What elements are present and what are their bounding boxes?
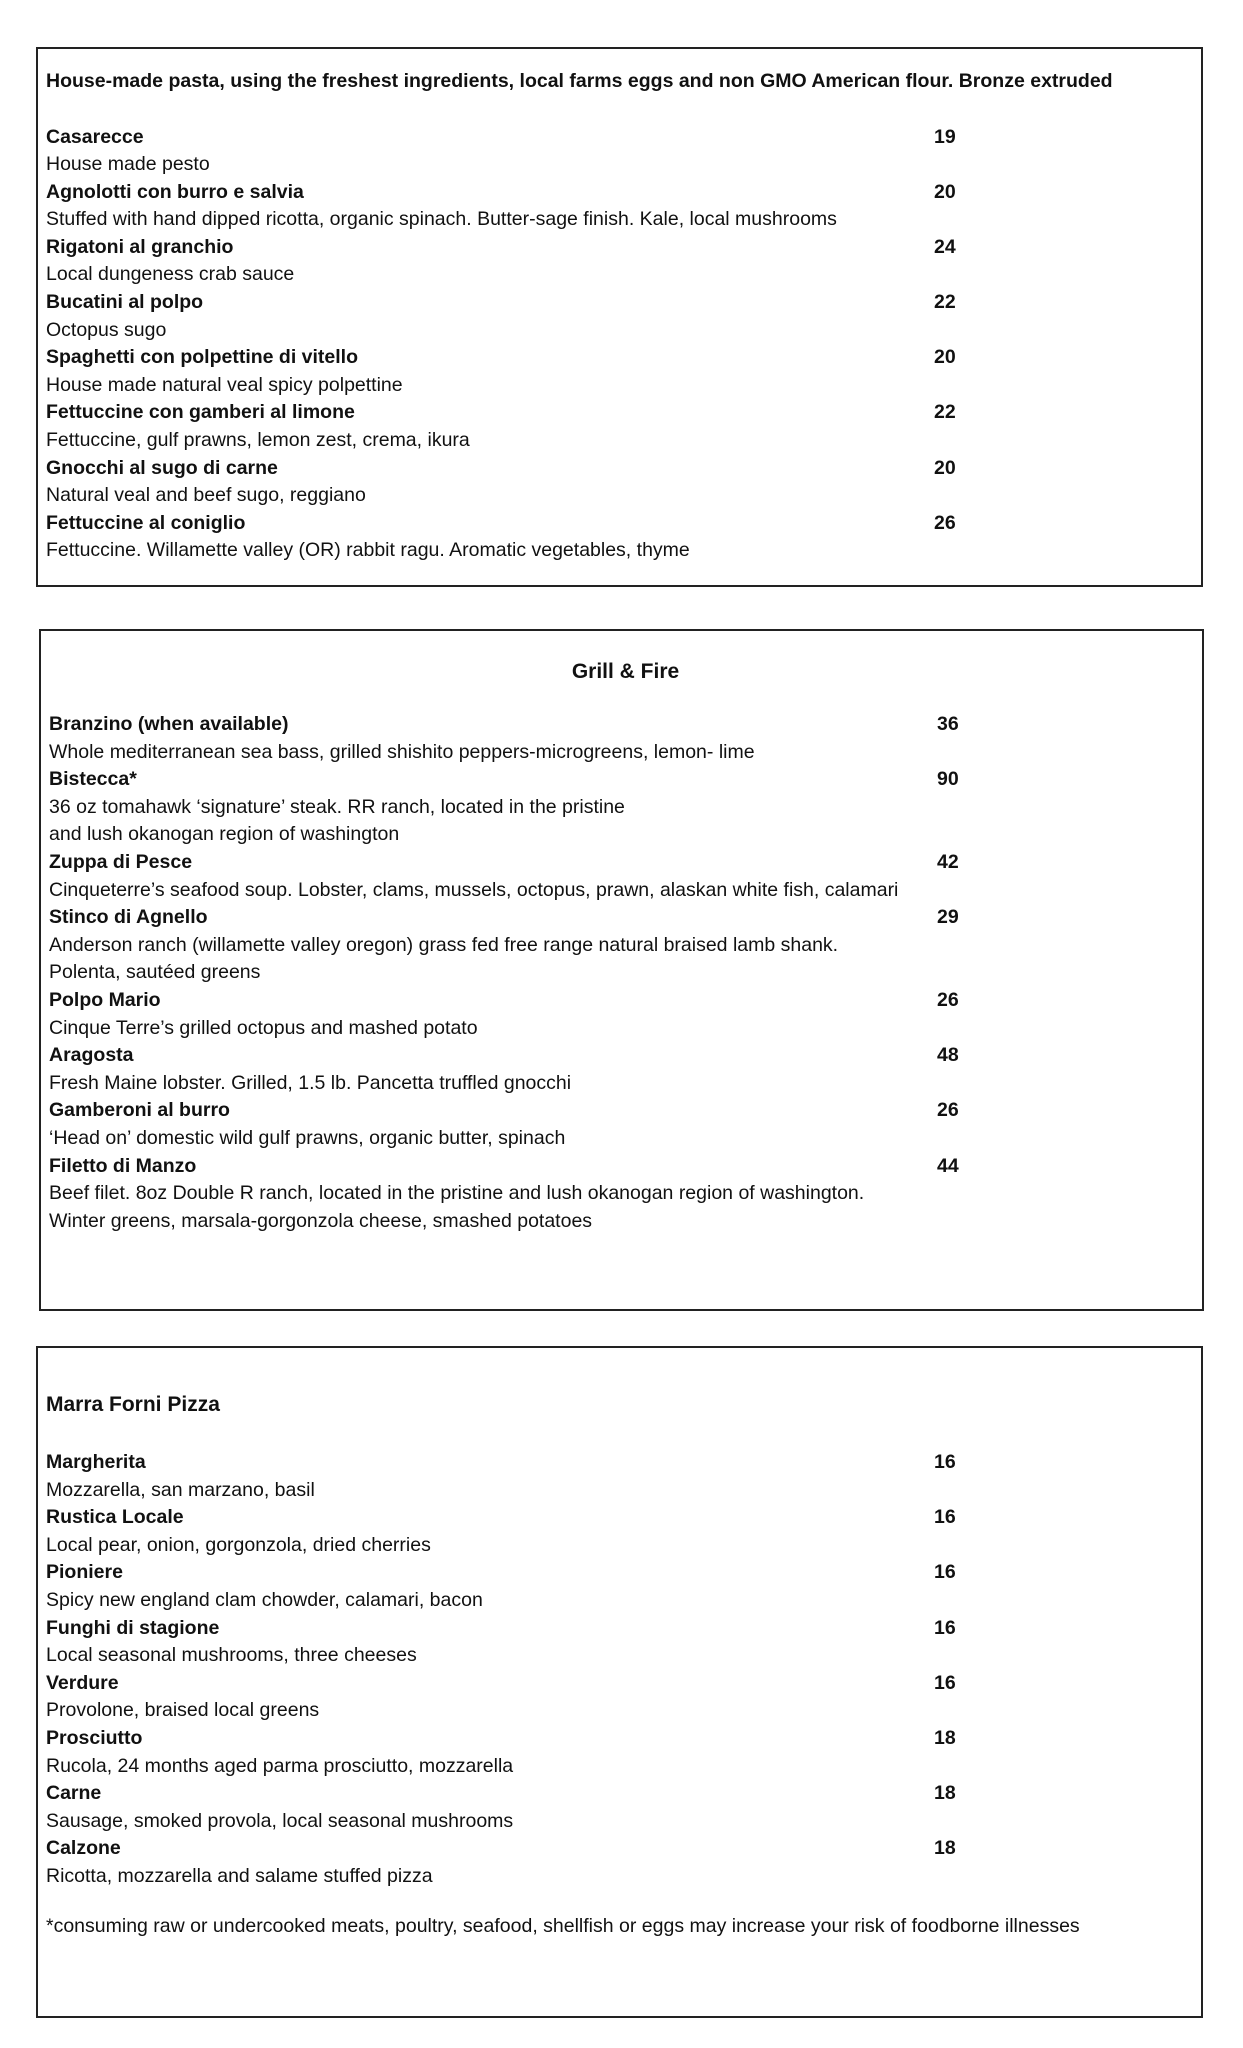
menu-item-name: Gnocchi al sugo di carne [46, 456, 278, 479]
menu-item-name: Bistecca* [49, 768, 137, 791]
menu-item-description: Octopus sugo [46, 318, 167, 341]
menu-item-price: 20 [934, 346, 956, 369]
menu-item [46, 1780, 1201, 1835]
menu-item-price: 42 [937, 850, 959, 873]
menu-item [46, 1449, 1201, 1504]
menu-item-name: Branzino (when available) [49, 713, 289, 735]
menu-item [46, 1670, 1201, 1725]
menu-item-price: 16 [934, 1616, 956, 1639]
menu-item-description: Stuffed with hand dipped ricotta, organic spinach. Butter-sage finish. Kale, local mushrooms [46, 208, 837, 231]
menu-item-price: 24 [934, 235, 956, 258]
menu-item [49, 987, 1202, 1042]
menu-item-description: Natural veal and beef sugo, reggiano [46, 484, 366, 507]
menu-item [46, 124, 1201, 179]
menu-item [49, 1153, 1202, 1236]
grill-section [39, 629, 1204, 1311]
menu-item [49, 904, 1202, 987]
menu-item [46, 179, 1201, 234]
menu-item-name: Agnolotti con burro e salvia [46, 180, 304, 203]
menu-item [46, 510, 1201, 565]
menu-item-description: Polenta, sautéed greens [49, 961, 261, 984]
menu-item [46, 455, 1201, 510]
menu-item-name: Margherita [46, 1451, 146, 1473]
menu-item-name: Calzone [46, 1837, 121, 1860]
menu-item-description: Ricotta, mozzarella and salame stuffed pizza [46, 1864, 433, 1887]
menu-item-description: Local pear, onion, gorgonzola, dried cherries [46, 1533, 431, 1556]
menu-item-name: Fettuccine con gamberi al limone [46, 401, 355, 424]
foodborne-illness-note: *consuming raw or undercooked meats, poultry, seafood, shellfish or eggs may increase your risk of foodborne illnesses [46, 1914, 1080, 1937]
menu-item [49, 849, 1202, 904]
menu-item-price: 26 [934, 511, 956, 534]
menu-item-price: 18 [934, 1726, 956, 1749]
pizza-section-title: Marra Forni Pizza [46, 1393, 220, 1416]
menu-item-name: Fettuccine al coniglio [46, 511, 246, 534]
menu-item [46, 1835, 1201, 1890]
menu-item-price: 22 [934, 291, 956, 314]
menu-item-price: 26 [937, 988, 959, 1011]
menu-item-description: Cinqueterre’s seafood soup. Lobster, clams, mussels, octopus, prawn, alaskan white fish, calamari [49, 878, 899, 901]
menu-item-description: Beef filet. 8oz Double R ranch, located in the pristine and lush okanogan region of washington. [49, 1182, 865, 1205]
menu-item-description: Fettuccine, gulf prawns, lemon zest, crema, ikura [46, 429, 470, 452]
menu-item-price: 18 [934, 1782, 956, 1805]
menu-item-description: Mozzarella, san marzano, basil [46, 1478, 315, 1501]
menu-item-price: 36 [937, 713, 959, 735]
menu-item-name: Gamberoni al burro [49, 1099, 230, 1122]
menu-item-name: Stinco di Agnello [49, 906, 208, 929]
menu-item [46, 289, 1201, 344]
menu-item [46, 234, 1201, 289]
menu-item-name: Filetto di Manzo [49, 1154, 197, 1177]
pizza-items [46, 1449, 1201, 1891]
menu-item [46, 1504, 1201, 1559]
pasta-intro: House-made pasta, using the freshest ingredients, local farms eggs and non GMO American flour. Bronze extruded [46, 70, 1113, 92]
menu-item-description: Whole mediterranean sea bass, grilled shishito peppers-microgreens, lemon- lime [49, 740, 755, 763]
menu-item-price: 29 [937, 906, 959, 929]
menu-item-description: Rucola, 24 months aged parma prosciutto, mozzarella [46, 1754, 514, 1777]
menu-item-price: 20 [934, 180, 956, 203]
menu-item-name: Bucatini al polpo [46, 291, 204, 314]
menu-item-price: 16 [934, 1451, 956, 1473]
menu-item-description: Spicy new england clam chowder, calamari, bacon [46, 1588, 483, 1611]
menu-item-description: Provolone, braised local greens [46, 1699, 320, 1722]
menu-item-name: Funghi di stagione [46, 1616, 220, 1639]
menu-item [49, 711, 1202, 766]
pizza-section [36, 1346, 1203, 2018]
menu-item-price: 48 [937, 1044, 959, 1067]
menu-item-name: Prosciutto [46, 1726, 143, 1749]
menu-item [49, 1097, 1202, 1152]
menu-item-name: Pioniere [46, 1561, 123, 1584]
menu-item-description: Winter greens, marsala-gorgonzola cheese, smashed potatoes [49, 1209, 593, 1232]
menu-item-price: 16 [934, 1561, 956, 1584]
menu-item-description: Fresh Maine lobster. Grilled, 1.5 lb. Pancetta truffled gnocchi [49, 1071, 572, 1094]
menu-item-description: Local dungeness crab sauce [46, 263, 295, 286]
menu-item [46, 1559, 1201, 1614]
menu-item-price: 44 [937, 1154, 959, 1177]
menu-item-description: Anderson ranch (willamette valley oregon) grass fed free range natural braised lamb shank. [49, 933, 839, 956]
menu-item-name: Casarecce [46, 125, 144, 148]
menu-item-price: 19 [934, 125, 956, 148]
menu-item [49, 766, 1202, 849]
menu-item-description: 36 oz tomahawk ‘signature’ steak. RR ranch, located in the pristine [49, 795, 625, 818]
pasta-section [36, 47, 1203, 587]
menu-item [46, 399, 1201, 454]
menu-item-price: 18 [934, 1837, 956, 1860]
menu-item-description: Local seasonal mushrooms, three cheeses [46, 1644, 417, 1667]
menu-item-description: House made pesto [46, 153, 210, 176]
menu-item-name: Rustica Locale [46, 1506, 184, 1529]
menu-item [46, 344, 1201, 399]
menu-item-description: House made natural veal spicy polpettine [46, 373, 403, 396]
menu-item-price: 90 [937, 768, 959, 791]
menu-item [46, 1615, 1201, 1670]
menu-item-name: Rigatoni al granchio [46, 235, 234, 258]
menu-item-description: Sausage, smoked provola, local seasonal mushrooms [46, 1809, 514, 1832]
menu-item [46, 1725, 1201, 1780]
menu-item-name: Aragosta [49, 1044, 134, 1067]
menu-item [49, 1042, 1202, 1097]
grill-section-title: Grill & Fire [571, 660, 680, 683]
menu-item-description: Fettuccine. Willamette valley (OR) rabbit ragu. Aromatic vegetables, thyme [46, 539, 690, 562]
menu-item-name: Spaghetti con polpettine di vitello [46, 346, 359, 369]
pasta-items [46, 124, 1201, 566]
menu-item-price: 22 [934, 401, 956, 424]
menu-item-name: Verdure [46, 1671, 119, 1694]
menu-item-description: and lush okanogan region of washington [49, 823, 400, 846]
grill-items [49, 711, 1202, 1235]
menu-item-description: Cinque Terre’s grilled octopus and mashed potato [49, 1016, 478, 1039]
menu-item-name: Polpo Mario [49, 988, 161, 1011]
menu-item-description: ‘Head on’ domestic wild gulf prawns, organic butter, spinach [49, 1126, 566, 1149]
menu-item-price: 16 [934, 1671, 956, 1694]
menu-item-price: 26 [937, 1099, 959, 1122]
menu-item-price: 16 [934, 1506, 956, 1529]
menu-item-price: 20 [934, 456, 956, 479]
menu-item-name: Zuppa di Pesce [49, 850, 193, 873]
menu-item-name: Carne [46, 1782, 102, 1805]
